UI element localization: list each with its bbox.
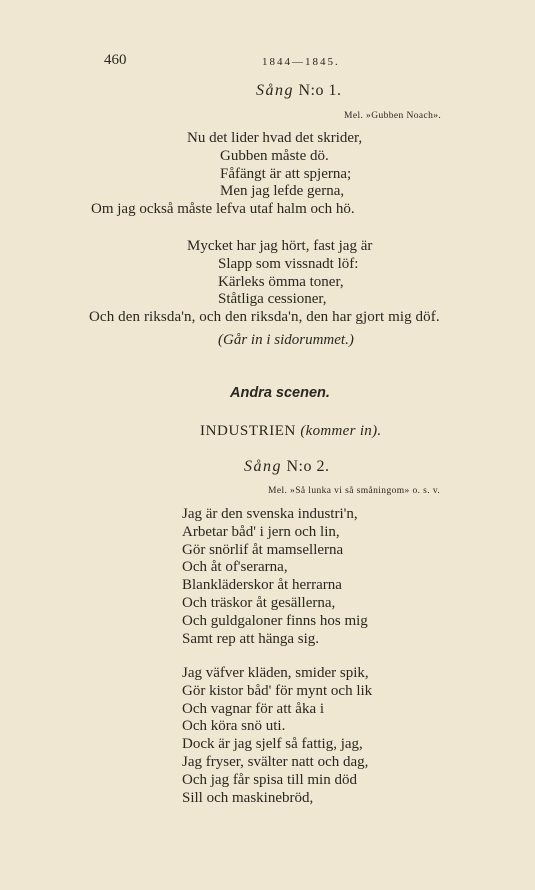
verse-line: Jag fryser, svälter natt och dag, (182, 753, 369, 770)
verse-line: Gör snörlif åt mamsellerna (182, 541, 344, 558)
character-direction: (kommer in). (300, 423, 382, 439)
verse-line: Och guldgaloner finns hos mig (182, 612, 368, 629)
character-entry (200, 423, 381, 440)
verse-line: Jag väfver kläden, smider spik, (182, 665, 369, 681)
verse-line: Om jag också måste lefva utaf halm och hö. (91, 201, 355, 218)
song2-melody: Mel. »Så lunka vi så småningom» o. s. v. (268, 486, 441, 496)
verse-line: Arbetar båd' i jern och lin, (182, 523, 340, 540)
verse-line: Och den riksda'n, och den riksda'n, den har gjort mig döf. (89, 309, 440, 326)
song2-title-number: N:o 2. (286, 458, 330, 475)
verse-line: Men jag lefde gerna, (220, 183, 345, 200)
song2-title-word: Sång (244, 458, 282, 475)
verse-line: Fåfängt är att spjerna; (220, 165, 352, 182)
song2-stanza1 (182, 506, 368, 648)
scene-heading: Andra scenen. (230, 385, 330, 401)
song1-title-number: N:o 1. (298, 82, 342, 99)
verse-line: Slapp som vissnadt löf: (218, 255, 359, 272)
verse-line: Sill och maskinebröd, (182, 789, 314, 806)
verse-line: Gör kistor båd' för mynt och lik (182, 682, 373, 699)
verse-line: Jag är den svenska industri'n, (182, 506, 358, 522)
song1-melody: Mel. »Gubben Noach». (344, 111, 442, 121)
stage-direction: (Går in i sidorummet.) (218, 332, 354, 348)
verse-line: Och köra snö uti. (182, 718, 286, 735)
song1-title (256, 82, 342, 100)
song2-stanza2 (182, 665, 372, 807)
verse-line: Och jag får spisa till min död (182, 771, 357, 788)
verse-line: Dock är jag sjelf så fattig, jag, (182, 736, 363, 753)
verse-line: Gubben måste dö. (220, 147, 329, 164)
verse-line: Samt rep att hänga sig. (182, 630, 320, 647)
verse-line: Och åt of'serarna, (182, 559, 288, 576)
verse-line: Och träskor åt gesällerna, (182, 594, 336, 611)
song1-title-word: Sång (256, 82, 294, 99)
song1-stanza2 (0, 238, 535, 327)
verse-line: Nu det lider hvad det skrider, (187, 130, 363, 146)
verse-line: Mycket har jag hört, fast jag är (187, 238, 373, 254)
character-name: INDUSTRIEN (200, 423, 296, 439)
song1-stanza1 (0, 130, 535, 219)
verse-line: Kärleks ömma toner, (218, 273, 344, 290)
verse-line: Ståtliga cessioner, (218, 291, 327, 308)
verse-line: Blankläderskor åt herrarna (182, 577, 342, 594)
running-title: 1844—1845. (262, 56, 340, 68)
page-number: 460 (104, 52, 127, 68)
verse-line: Och vagnar för att åka i (182, 700, 325, 717)
song2-title (244, 458, 330, 476)
